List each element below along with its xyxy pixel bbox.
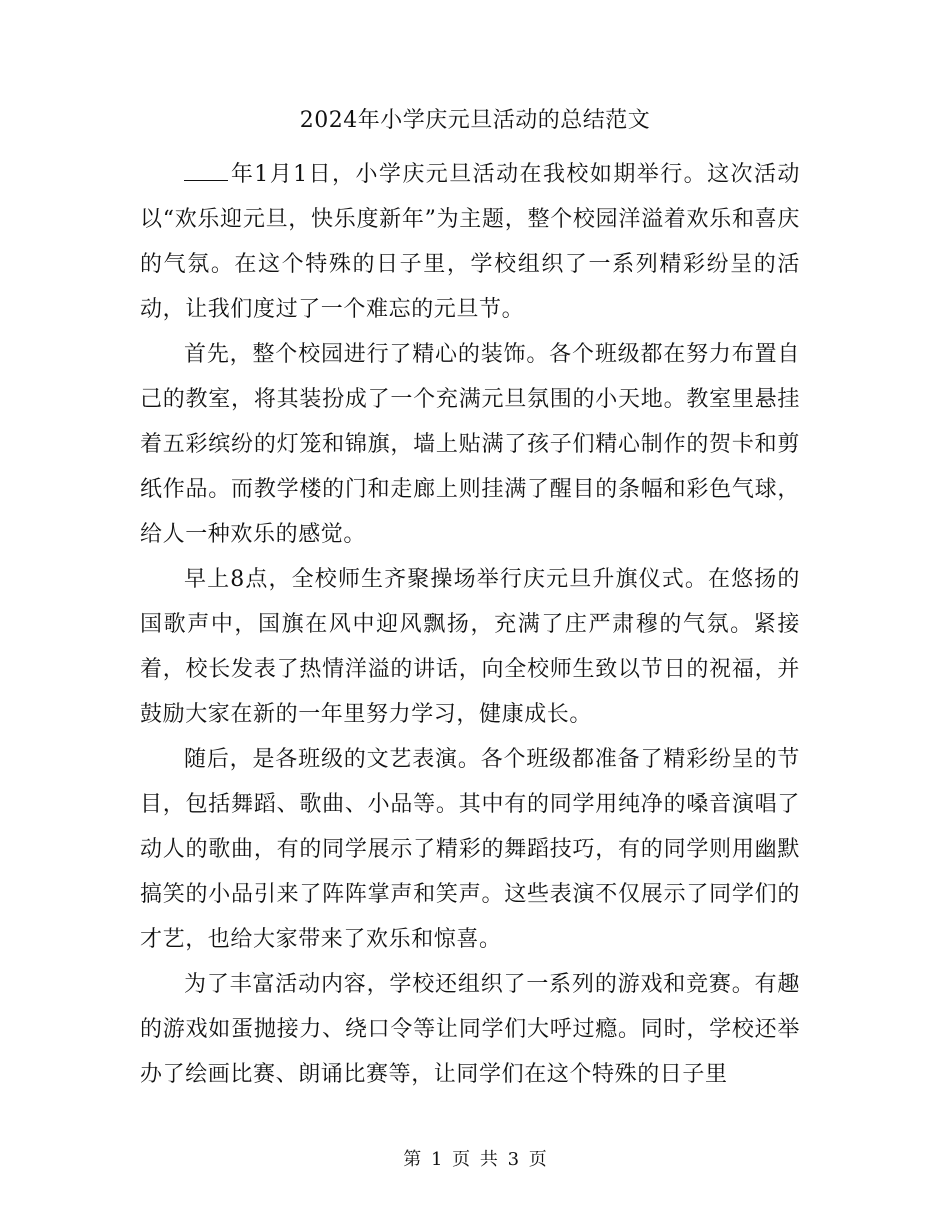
document-title: 2024年小学庆元旦活动的总结范文	[299, 108, 651, 133]
paragraph-1-text: 年1月1日，小学庆元旦活动在我校如期举行。这次活动以“欢乐迎元旦，快乐度新年”为主题，整个校园洋溢着欢乐和喜庆的气氛。在这个特殊的日子里，学校组织了一系列精彩纷呈的活动，让我们度过了一个难忘的元旦节。	[140, 162, 800, 322]
document-body	[140, 152, 800, 1097]
paragraph-4: 随后，是各班级的文艺表演。各个班级都准备了精彩纷呈的节目，包括舞蹈、歌曲、小品等。其中有的同学用纯净的嗓音演唱了动人的歌曲，有的同学展示了精彩的舞蹈技巧，有的同学则用幽默搞笑的小品引来了阵阵掌声和笑声。这些表演不仅展示了同学们的才艺，也给大家带来了欢乐和惊喜。	[140, 747, 800, 952]
paragraph-5: 为了丰富活动内容，学校还组织了一系列的游戏和竞赛。有趣的游戏如蛋抛接力、绕口令等让同学们大呼过瘾。同时，学校还举办了绘画比赛、朗诵比赛等，让同学们在这个特殊的日子里	[140, 972, 800, 1087]
paragraph-2: 首先，整个校园进行了精心的装饰。各个班级都在努力布置自己的教室，将其装扮成了一个充满元旦氛围的小天地。教室里悬挂着五彩缤纷的灯笼和锦旗，墙上贴满了孩子们精心制作的贺卡和剪纸作品。而教学楼的门和走廊上则挂满了醒目的条幅和彩色气球，给人一种欢乐的感觉。	[140, 342, 800, 547]
page-footer: 第 1 页 共 3 页	[403, 1149, 547, 1170]
paragraph-3: 早上8点，全校师生齐聚操场举行庆元旦升旗仪式。在悠扬的国歌声中，国旗在风中迎风飘扬，充满了庄严肃穆的气氛。紧接着，校长发表了热情洋溢的讲话，向全校师生致以节日的祝福，并鼓励大家在新的一年里努力学习，健康成长。	[140, 567, 800, 727]
year-blank-underline	[184, 162, 228, 181]
paragraph-1	[140, 152, 800, 332]
